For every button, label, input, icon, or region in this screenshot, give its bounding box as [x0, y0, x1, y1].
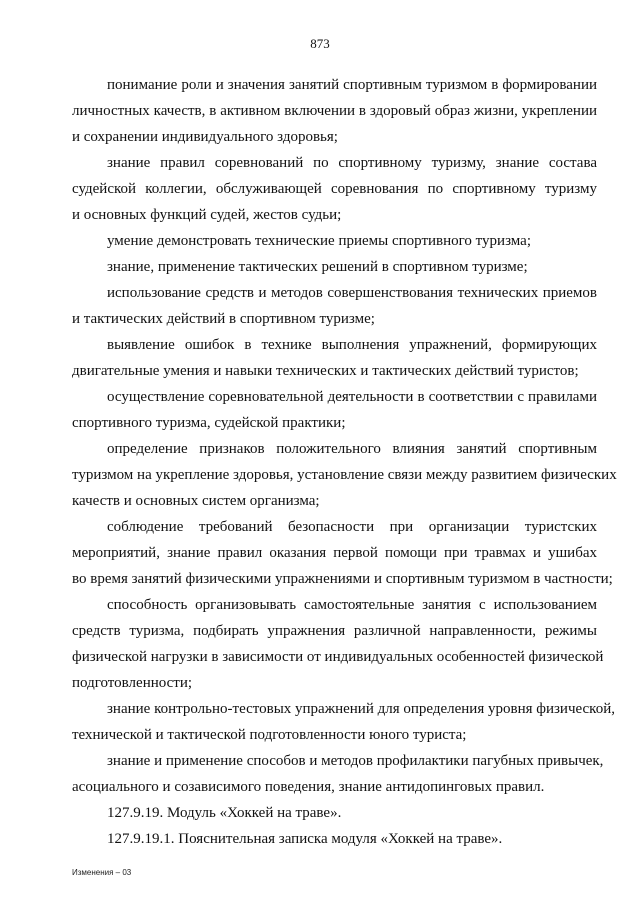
text-line: использование средств и методов совершенствования технических приемов	[107, 285, 597, 301]
text-line: 127.9.19. Модуль «Хоккей на траве».	[107, 805, 342, 821]
paragraph	[72, 280, 597, 332]
paragraph	[72, 592, 604, 696]
text-line: 127.9.19.1. Пояснительная записка модуля «Хоккей на траве».	[107, 831, 503, 847]
text-line: знание, применение тактических решений в спортивном туризме;	[107, 259, 528, 275]
text-line: знание контрольно-тестовых упражнений для определения уровня физической,	[107, 701, 615, 717]
text-line: средств туризма, подбирать упражнения различной направленности, режимы	[72, 623, 597, 639]
text-line: технической и тактической подготовленности юного туриста;	[72, 727, 467, 743]
text-line: знание и применение способов и методов профилактики пагубных привычек,	[107, 753, 604, 769]
text-line: спортивного туризма, судейской практики;	[72, 415, 346, 431]
text-line: личностных качеств, в активном включении в здоровый образ жизни, укреплении	[72, 103, 597, 119]
text-line: и сохранении индивидуального здоровья;	[72, 129, 338, 145]
text-line: понимание роли и значения занятий спортивным туризмом в формировании	[107, 77, 597, 93]
paragraph	[72, 696, 615, 748]
text-line: выявление ошибок в технике выполнения упражнений, формирующих	[107, 337, 597, 353]
text-line: туризмом на укрепление здоровья, установление связи между развитием физических	[72, 467, 617, 483]
text-line: способность организовывать самостоятельные занятия с использованием	[107, 597, 597, 613]
text-line: знание правил соревнований по спортивному туризму, знание состава	[107, 155, 597, 171]
text-line: мероприятий, знание правил оказания первой помощи при травмах и ушибах	[72, 545, 597, 561]
section-heading	[72, 800, 597, 826]
page-number: 873	[310, 36, 330, 51]
text-line: подготовленности;	[72, 675, 193, 691]
text-line: соблюдение требований безопасности при организации туристских	[107, 519, 597, 535]
text-line: судейской коллегии, обслуживающей соревнования по спортивному туризму	[72, 181, 597, 197]
text-line: осуществление соревновательной деятельности в соответствии с правилами	[107, 389, 597, 405]
text-line: физической нагрузки в зависимости от индивидуальных особенностей физической	[72, 649, 604, 665]
text-line: двигательные умения и навыки технических и тактических действий туристов;	[72, 363, 579, 379]
paragraph	[72, 436, 617, 514]
paragraph	[72, 150, 597, 228]
document-body	[72, 72, 617, 852]
text-line: и основных функций судей, жестов судьи;	[72, 207, 342, 223]
text-line: умение демонстровать технические приемы спортивного туризма;	[107, 233, 531, 249]
paragraph	[72, 228, 597, 254]
paragraph	[72, 384, 597, 436]
text-line: определение признаков положительного влияния занятий спортивным	[107, 441, 597, 457]
text-line: асоциального и созависимого поведения, знание антидопинговых правил.	[72, 779, 545, 795]
paragraph	[72, 332, 597, 384]
paragraph	[72, 72, 597, 150]
footer-revision: Изменения – 03	[72, 868, 132, 877]
section-heading	[72, 826, 597, 852]
text-line: и тактических действий в спортивном туризме;	[72, 311, 375, 327]
text-line: во время занятий физическими упражнениями и спортивным туризмом в частности;	[72, 571, 613, 587]
paragraph	[72, 748, 604, 800]
paragraph	[72, 514, 613, 592]
paragraph	[72, 254, 597, 280]
text-line: качеств и основных систем организма;	[72, 493, 320, 509]
